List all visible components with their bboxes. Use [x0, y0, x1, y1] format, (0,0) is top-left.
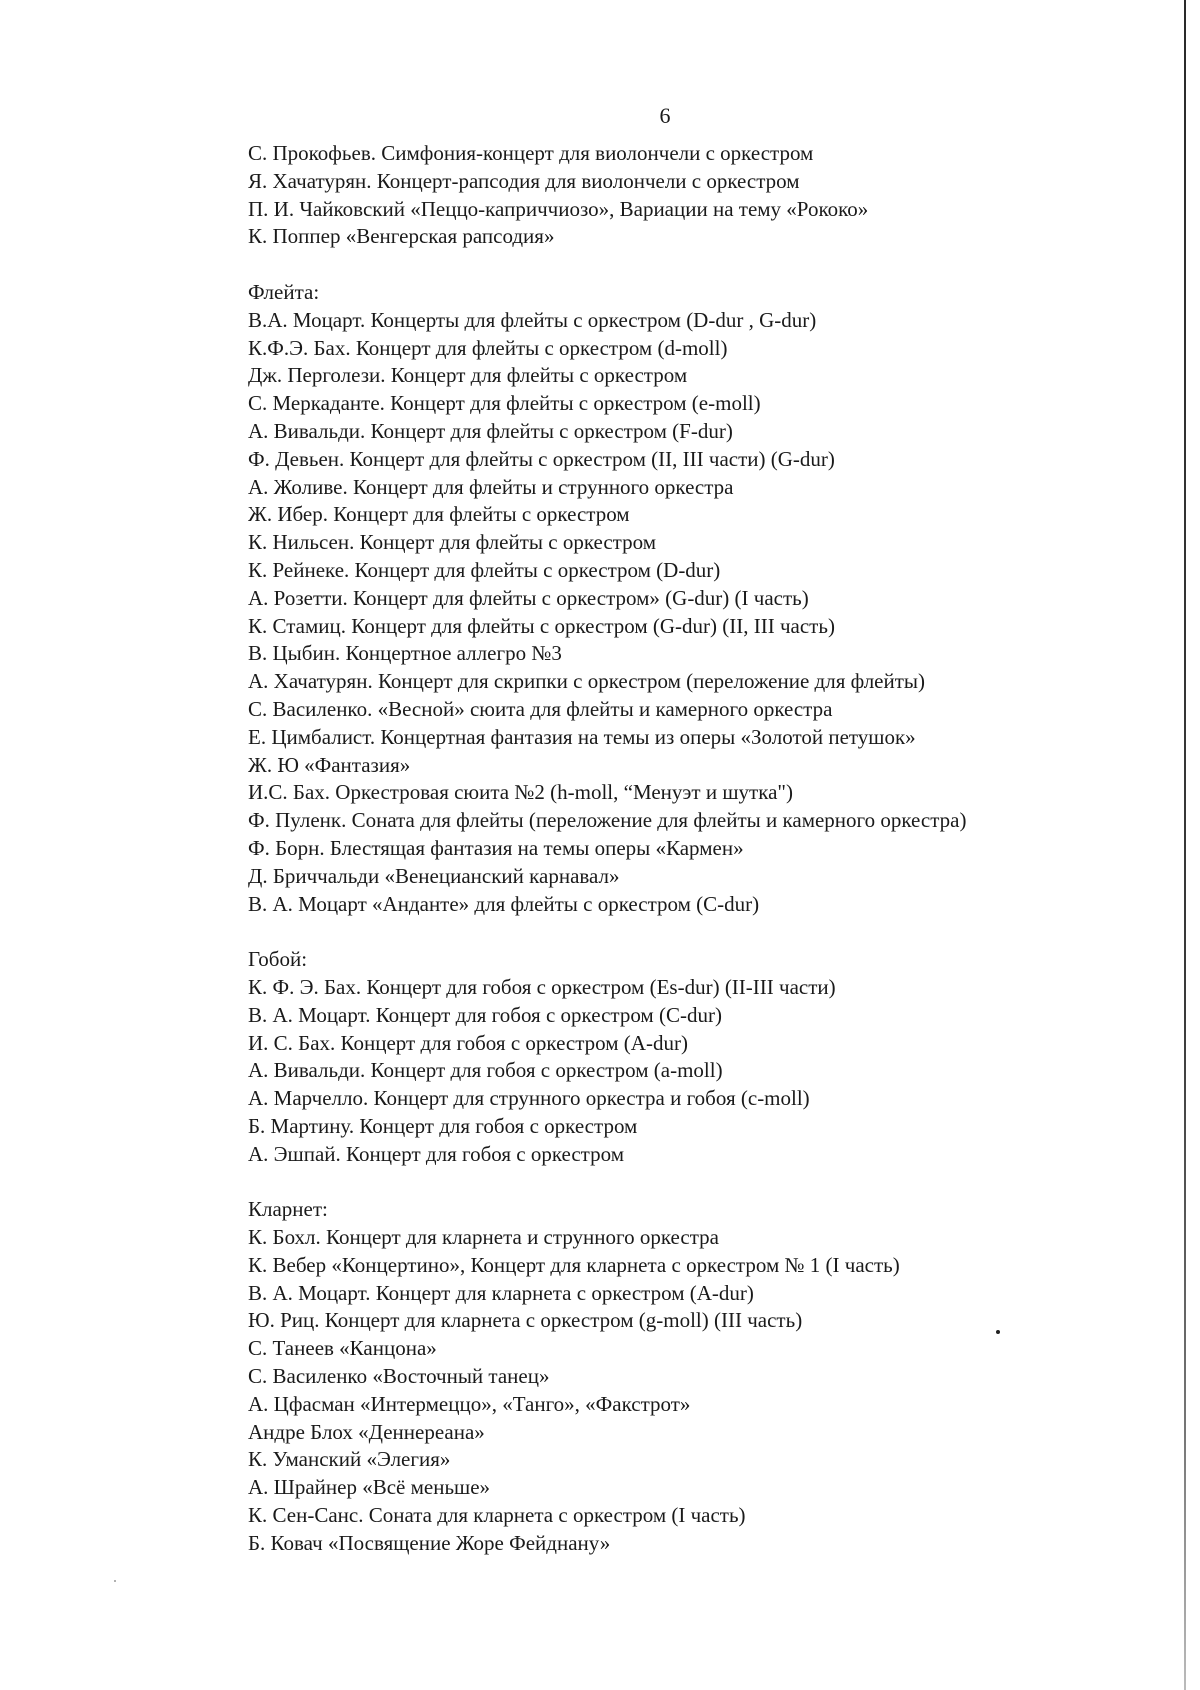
list-item: С. Танеев «Канцона»: [248, 1336, 437, 1361]
list-item: С. Меркаданте. Концерт для флейты с оркестром (e-moll): [248, 391, 761, 416]
list-item: А. Хачатурян. Концерт для скрипки с оркестром (переложение для флейты): [248, 669, 926, 694]
list-item: А. Шрайнер «Всё меньше»: [248, 1475, 491, 1500]
list-item: А. Цфасман «Интермеццо», «Танго», «Факстрот»: [248, 1391, 691, 1416]
list-item: В. А. Моцарт. Концерт для гобоя с оркестром (C-dur): [248, 1002, 722, 1027]
list-item: А. Марчелло. Концерт для струнного оркестра и гобоя (c-moll): [248, 1086, 810, 1111]
clarinet-section: [248, 1196, 1168, 1557]
list-item: С. Прокофьев. Симфония-концерт для виолончели с оркестром: [248, 141, 814, 165]
list-item: К. Нильсен. Концерт для флейты с оркестром: [248, 530, 656, 555]
list-item: К. Вебер «Концертино», Концерт для кларнета с оркестром № 1 (I часть): [248, 1252, 900, 1277]
list-item: К. Поппер «Венгерская рапсодия»: [248, 224, 555, 249]
list-item: А. Вивальди. Концерт для флейты с оркестром (F-dur): [248, 418, 733, 443]
list-item: К. Уманский «Элегия»: [248, 1447, 451, 1472]
list-item: Я. Хачатурян. Концерт-рапсодия для виолончели с оркестром: [248, 168, 800, 193]
list-item: В. А. Моцарт. Концерт для кларнета с оркестром (А-dur): [248, 1280, 754, 1305]
list-item: Ж. Ю «Фантазия»: [248, 752, 411, 777]
list-item: А. Жоливе. Концерт для флейты и струнного оркестра: [248, 474, 734, 499]
list-item: В. Цыбин. Концертное аллегро №3: [248, 641, 562, 666]
scan-speck: [114, 1580, 116, 1582]
list-item: К. Бохл. Концерт для кларнета и струнного оркестра: [248, 1225, 719, 1250]
list-item: И.С. Бах. Оркестровая сюита №2 (h-moll, “Менуэт и шутка"): [248, 780, 793, 805]
list-item: И. С. Бах. Концерт для гобоя с оркестром (А-dur): [248, 1030, 688, 1055]
section-heading-flute: Флейта:: [248, 279, 320, 304]
list-item: К. Рейнеке. Концерт для флейты с оркестром (D-dur): [248, 557, 721, 582]
list-item: С. Василенко «Восточный танец»: [248, 1364, 550, 1389]
list-item: В. А. Моцарт «Андантe» для флейты с оркестром (С-dur): [248, 891, 760, 916]
list-item: Ф. Девьен. Концерт для флейты с оркестром (II, III части) (G-dur): [248, 446, 835, 471]
list-item: С. Василенко. «Весной» сюита для флейты и камерного оркестра: [248, 696, 833, 721]
list-item: А. Розетти. Концерт для флейты с оркестром» (G-dur) (I часть): [248, 585, 809, 610]
list-item: А. Вивальди. Концерт для гобоя с оркестром (a-moll): [248, 1058, 723, 1083]
list-item: В.А. Моцарт. Концерты для флейты с оркестром (D-dur , G-dur): [248, 307, 817, 332]
list-item: Д. Бриччальди «Венецианский карнавал»: [248, 863, 620, 888]
list-item: А. Эшпай. Концерт для гобоя с оркестром: [248, 1141, 625, 1166]
list-item: К.Ф.Э. Бах. Концерт для флейты с оркестром (d-moll): [248, 335, 728, 360]
list-item: К. Ф. Э. Бах. Концерт для гобоя с оркестром (Es-dur) (II-III части): [248, 974, 836, 999]
scan-speck: [996, 1330, 1000, 1334]
section-heading-oboe: Гобой:: [248, 947, 308, 972]
list-item: П. И. Чайковский «Пеццо-каприччиозо», Вариации на тему «Рококо»: [248, 196, 869, 221]
list-item: Е. Цимбалист. Концертная фантазия на темы из оперы «Золотой петушок»: [248, 724, 916, 749]
list-item: К. Стамиц. Концерт для флейты с оркестром (G-dur) (II, III часть): [248, 613, 835, 638]
list-item: Андре Блох «Деннереана»: [248, 1419, 485, 1444]
list-item: Дж. Перголези. Концерт для флейты с оркестром: [248, 363, 688, 388]
section-heading-clarinet: Кларнет:: [248, 1197, 328, 1222]
cello-section: [248, 140, 1168, 251]
list-item: Ю. Риц. Концерт для кларнета с оркестром (g-moll) (III часть): [248, 1308, 803, 1333]
list-item: К. Сен-Санс. Соната для кларнета с оркестром (I часть): [248, 1503, 746, 1528]
page-number: 6: [659, 103, 671, 128]
list-item: Ж. Ибер. Концерт для флейты с оркестром: [248, 502, 630, 527]
scan-edge-line: [1184, 0, 1186, 1690]
list-item: Ф. Борн. Блестящая фантазия на темы оперы «Кармен»: [248, 835, 744, 860]
oboe-section: [248, 946, 1168, 1168]
flute-section: [248, 279, 1168, 918]
list-item: Б. Ковач «Посвящение Жоре Фейднану»: [248, 1530, 611, 1555]
list-item: Б. Мартину. Концерт для гобоя с оркестром: [248, 1113, 638, 1138]
list-item: Ф. Пуленк. Соната для флейты (переложение для флейты и камерного оркестра): [248, 808, 967, 833]
repertoire-list: [248, 140, 1168, 1558]
